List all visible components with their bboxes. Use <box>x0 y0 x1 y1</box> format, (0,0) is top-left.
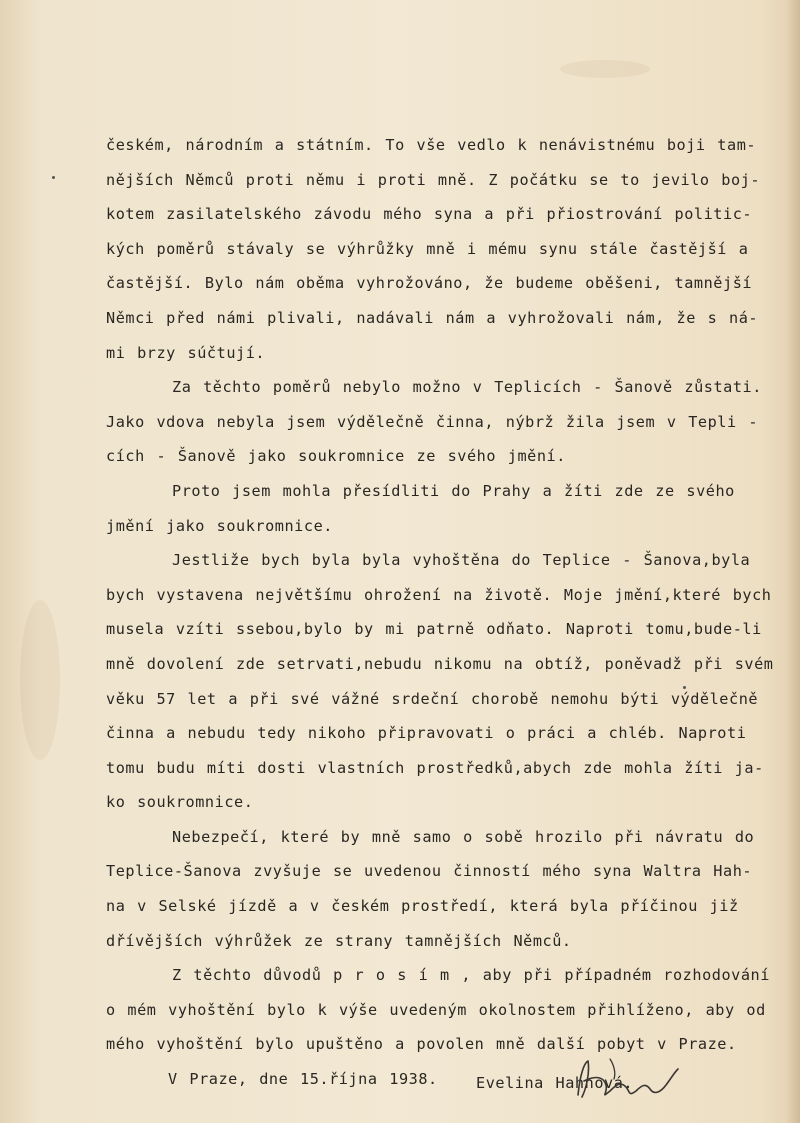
paper-edge-shadow <box>786 0 800 1123</box>
text-line: tomu budu míti dosti vlastních prostředků,abych zde mohla žíti ja- <box>106 758 764 777</box>
text-line: ko soukromnice. <box>106 793 254 812</box>
text-line: nějších Němců proti němu i proti mně. Z počátku se to jevilo boj- <box>106 170 761 189</box>
text-line: dřívějších výhrůžek ze strany tamnějších Němců. <box>106 931 572 950</box>
text-line: musela vzíti ssebou,bylo by mi patrně odňato. Naproti tomu,bude-li <box>106 620 762 639</box>
text-line: Jako vdova nebyla jsem výdělečně činna, nýbrž žila jsem v Tepli - <box>106 412 759 431</box>
place-and-date: V Praze, dne 15.října 1938. <box>168 1070 438 1089</box>
text-line: kotem zasilatelského závodu mého syna a při přiostrování politic- <box>106 205 753 224</box>
text-line: bych vystavena největšímu ohrožení na životě. Moje jmění,které bych <box>106 585 772 604</box>
text-line: mi brzy súčtují. <box>106 343 266 362</box>
text-line: na v Selské jízdě a v českém prostředí, která byla příčinou již <box>106 897 739 916</box>
text-line: Němci před námi plivali, nadávali nám a vyhrožovali nám, že s ná- <box>106 308 759 327</box>
text-line: věku 57 let a při své vážné srdeční chorobě nemohu býti výdělečně <box>106 689 759 708</box>
text-line: častější. Bylo nám oběma vyhrožováno, že budeme oběšeni, tamnější <box>106 274 753 293</box>
text-line: cích - Šanově jako soukromnice ze svého jmění. <box>106 447 566 466</box>
text-line-indented: Jestliže bych byla byla vyhoštěna do Teplice - Šanova,byla <box>172 551 751 570</box>
text-line-indented: Z těchto důvodů p r o s í m , aby při případném rozhodování <box>172 966 770 985</box>
handwritten-signature <box>570 1055 690 1105</box>
signatory-name: Evelina Hahnová. <box>476 1074 634 1093</box>
text-line: českém, národním a státním. To vše vedlo k nenávistnému boji tam- <box>106 136 757 154</box>
text-line-indented: Proto jsem mohla přesídliti do Prahy a žíti zde ze svého <box>172 481 735 500</box>
text-line: Teplice-Šanova zvyšuje se uvedenou činností mého syna Waltra Hah- <box>106 862 753 881</box>
paper-stain <box>560 60 650 78</box>
text-line: jmění jako soukromnice. <box>106 516 333 535</box>
text-line: mně dovolení zde setrvati,nebudu nikomu na obtíž, poněvadž při svém <box>106 654 774 673</box>
text-line: o mém vyhoštění bylo k výše uvedeným okolnostem přihlíženo, aby od <box>106 1000 766 1019</box>
text-line: kých poměrů stávaly se výhrůžky mně i mému synu stále častější a <box>106 239 749 258</box>
paper-stain <box>20 600 60 760</box>
ink-speck <box>52 176 55 179</box>
text-line-indented: Nebezpečí, které by mně samo o sobě hrozilo při návratu do <box>172 827 755 846</box>
text-line: mého vyhoštění bylo upuštěno a povolen mně další pobyt v Praze. <box>106 1035 737 1054</box>
text-line: činna a nebudu tedy nikoho připravovati o práci a chléb. Naproti <box>106 724 747 743</box>
typed-letter-body <box>106 128 774 1096</box>
text-line-indented: Za těchto poměrů nebylo možno v Teplicích - Šanově zůstati. <box>172 378 762 397</box>
